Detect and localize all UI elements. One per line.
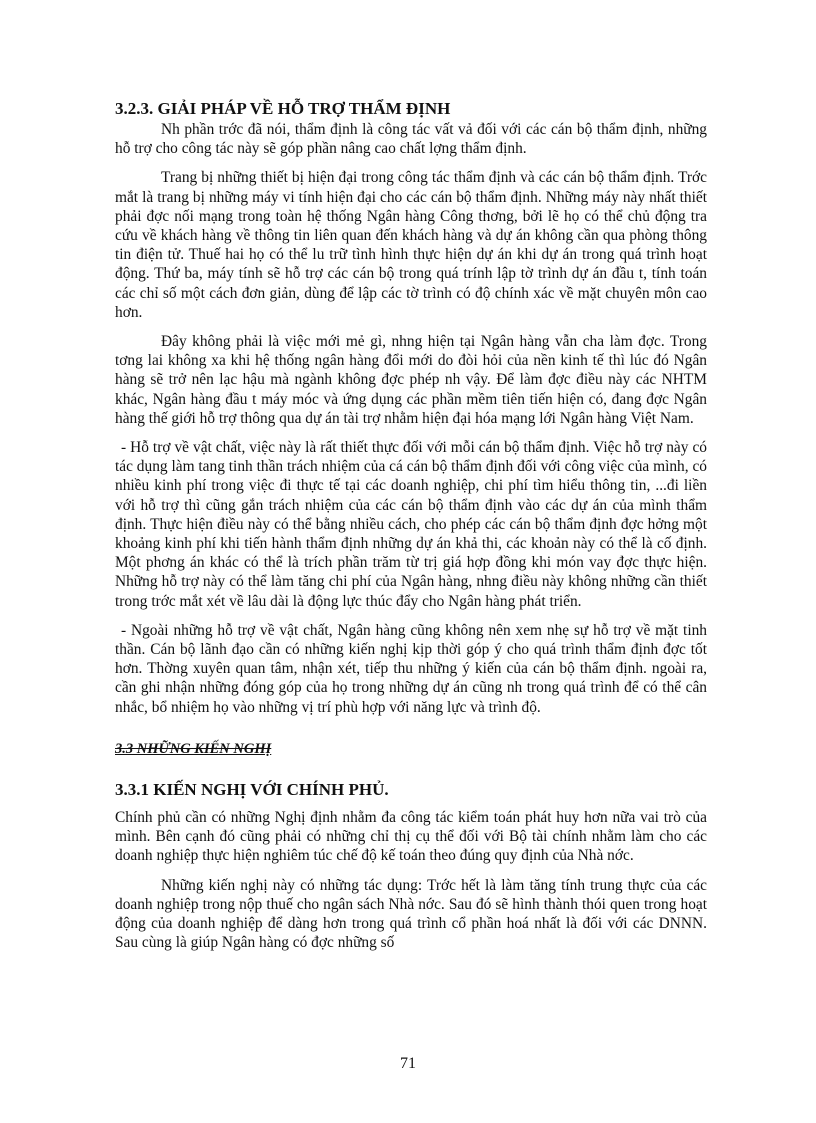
section-heading-3-3: 3.3 NHỮNG KIẾN NGHỊ [115, 740, 272, 757]
paragraph: Chính phủ cần có những Nghị định nhằm đa công tác kiểm toán phát huy hơn nữa vai trò của mình. Bên cạnh đó cũng phải có những chỉ thị cụ thể đối với Bộ tài chính nhằm làm cho các doanh nghiệp thực hiện nghiêm túc chế độ kế toán theo đúng quy định của Nhà nớc. [115, 808, 707, 865]
page-number: 71 [400, 1055, 416, 1072]
paragraph: Những kiến nghị này có những tác dụng: Trớc hết là làm tăng tính trung thực của các doanh nghiệp trong nộp thuế cho ngân sách Nhà nớc. Sau đó sẽ hình thành thói quen trong hoạt động của doanh nghiệp để dàng hơn trong quá trình cổ phần hoá nhất là đối với các DNNN. Sau cùng là giúp Ngân hàng có đợc những số [115, 876, 707, 952]
section-heading-3-3-1: 3.3.1 KIẾN NGHỊ VỚI CHÍNH PHỦ. [115, 779, 389, 799]
paragraph: Trang bị những thiết bị hiện đại trong công tác thẩm định và các cán bộ thẩm định. Trớc mắt là trang bị những máy vi tính hiện đại cho các cán bộ thẩm định. Những máy này nhất thiết phải đợc nối mạng trong toàn hệ thống Ngân hàng Công thơng, bởi lẽ họ có thể chủ động tra cứu về khách hàng về thông tin liên quan đến khách hàng và dự án không cần qua phòng thông tin điện tử. Thuế hai họ có thể lu trữ tình hình thực hiện dự án khi dự án trong quá trình hoạt động. Thứ ba, máy tính sẽ hỗ trợ các cán bộ trong quá trính lập tờ trình dự án đầu t, tính toán các chỉ số một cách đơn giản, dùng để lập các tờ trình có độ chính xác về mặt chuyên môn cao hơn. [115, 169, 707, 321]
paragraph: - Ngoài những hỗ trợ về vật chất, Ngân hàng cũng không nên xem nhẹ sự hỗ trợ về mặt tinh thần. Cán bộ lãnh đạo cần có những kiến nghị kịp thời góp ý cho quá trình thẩm định đợc tốt hơn. Thờng xuyên quan tâm, nhận xét, tiếp thu những ý kiến của cán bộ thẩm định. ngoài ra, cần ghi nhận những đóng góp của họ trong những dự án cũng nh trong quá trình để có thể cân nhắc, bổ nhiệm họ vào những vị trí phù hợp với năng lực và trình độ. [115, 621, 707, 716]
section-heading-3-2-3: 3.2.3. GIẢI PHÁP VỀ HỖ TRỢ THẨM ĐỊNH [115, 99, 451, 118]
page-content [115, 98, 707, 952]
paragraph: Nh phần trớc đã nói, thẩm định là công tác vất vả đối với các cán bộ thẩm định, những hỗ trợ cho công tác này sẽ góp phần nâng cao chất lợng thẩm định. [115, 121, 707, 158]
paragraph: Đây không phải là việc mới mẻ gì, nhng hiện tại Ngân hàng vẫn cha làm đợc. Trong tơng lai không xa khi hệ thống ngân hàng đổi mới do đòi hỏi của nền kinh tế thì lúc đó Ngân hàng sẽ trở nên lạc hậu mà ngành không đợc phép nh vậy. Để làm đợc điều này các NHTM khác, Ngân hàng đầu t máy móc và ứng dụng các phần mềm tiên tiến hiện có, đang đợc Ngân hàng thế giới hỗ trợ thông qua dự án tài trợ nhằm hiện đại hóa mạng lới Ngân hàng Việt Nam. [115, 333, 707, 427]
paragraph: - Hỗ trợ về vật chất, việc này là rất thiết thực đối với mỗi cán bộ thẩm định. Việc hỗ trợ này có tác dụng làm tang tinh thần trách nhiệm của cá cán bộ thẩm định đối với công việc của mình, có nhiều kinh phí trong việc đi thực tế tại các doanh nghiệp, chi phí tìm hiểu thông tin, ...đi liền với hỗ trợ thì cũng gắn trách nhiệm của các cán bộ thẩm định vào các dự án của mình thẩm định. Thực hiện điều này có thể bằng nhiều cách, cho phép các cán bộ thẩm định đợc hởng một khoảng kinh phí khi tiến hành thẩm định những dự án khả thi, các khoản này có thể là cố định. Một phơng án khác có thể là trích phần trăm từ trị giá hợp đồng khi món vay đợc thực hiện. Những hỗ trợ này có thể làm tăng chi phí của Ngân hàng, nhng điều này không những cần thiết trong trớc mắt xét về lâu dài là động lực thúc đẩy cho Ngân hàng phát triển. [115, 439, 707, 610]
